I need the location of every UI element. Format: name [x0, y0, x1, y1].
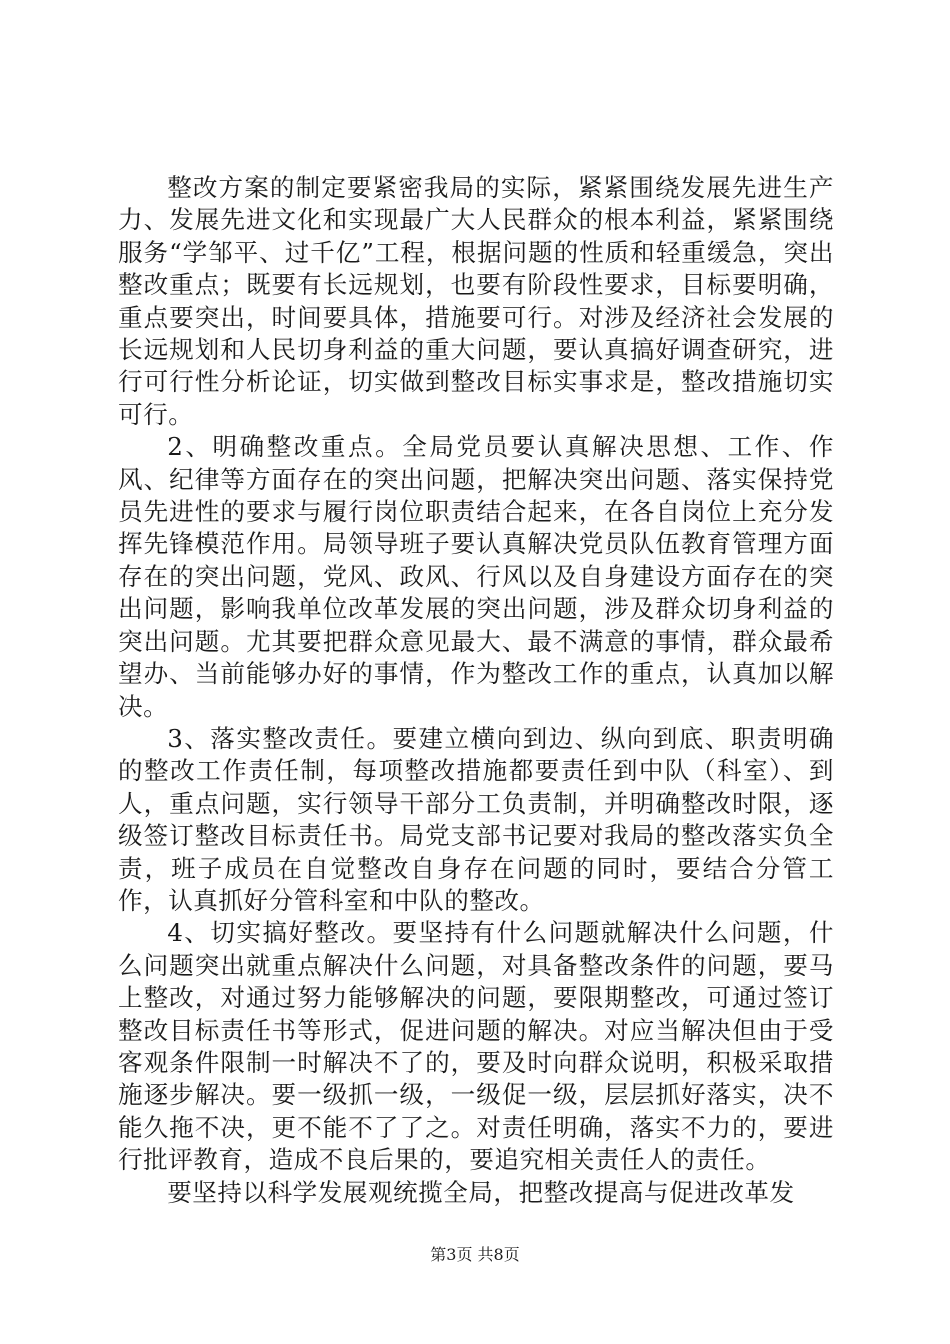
paragraph-intro: 整改方案的制定要紧密我局的实际，紧紧围绕发展先进生产力、发展先进文化和实现最广大人民群众的根本利益，紧紧围绕服务“学邹平、过千亿”工程，根据问题的性质和轻重缓急，突出整改重点；既要有长远规划，也要有阶段性要求，目标要明确，重点要突出，时间要具体，措施要可行。对涉及经济社会发展的长远规划和人民切身利益的重大问题，要认真搞好调查研究，进行可行性分析论证，切实做到整改目标实事求是，整改措施切实可行。 — [118, 173, 834, 429]
paragraph-continued: 要坚持以科学发展观统揽全局，把整改提高与促进改革发 — [167, 1177, 795, 1207]
paragraph-item-2: 2、明确整改重点。全局党员要认真解决思想、工作、作风、纪律等方面存在的突出问题，把解决突出问题、落实保持党员先进性的要求与履行岗位职责结合起来，在各自岗位上充分发挥先锋模范作用。局领导班子要认真解决党员队伍教育管理方面存在的突出问题，党风、政风、行风以及自身建设方面存在的突出问题，影响我单位改革发展的突出问题，涉及群众切身利益的突出问题。尤其要把群众意见最大、最不满意的事情，群众最希望办、当前能够办好的事情，作为整改工作的重点，认真加以解决。 — [118, 432, 834, 721]
paragraph-item-4: 4、切实搞好整改。要坚持有什么问题就解决什么问题，什么问题突出就重点解决什么问题，对具备整改条件的问题，要马上整改，对通过努力能够解决的问题，要限期整改，可通过签订整改目标责任书等形式，促进问题的解决。对应当解决但由于受客观条件限制一时解决不了的，要及时向群众说明，积极采取措施逐步解决。要一级抓一级，一级促一级，层层抓好落实，决不能久拖不决，更不能不了了之。对责任明确，落实不力的，要进行批评教育，造成不良后果的，要追究相关责任人的责任。 — [118, 918, 834, 1175]
paragraph-item-3: 3、落实整改责任。要建立横向到边、纵向到底、职责明确的整改工作责任制，每项整改措施都要责任到中队（科室）、到人，重点问题，实行领导干部分工负责制，并明确整改时限，逐级签订整改目标责任书。局党支部书记要对我局的整改落实负全责，班子成员在自觉整改自身存在问题的同时，要结合分管工作，认真抓好分管科室和中队的整改。 — [118, 723, 834, 915]
page-number-footer: 第3页 共8页 — [430, 1245, 520, 1264]
document-body — [118, 172, 834, 1209]
